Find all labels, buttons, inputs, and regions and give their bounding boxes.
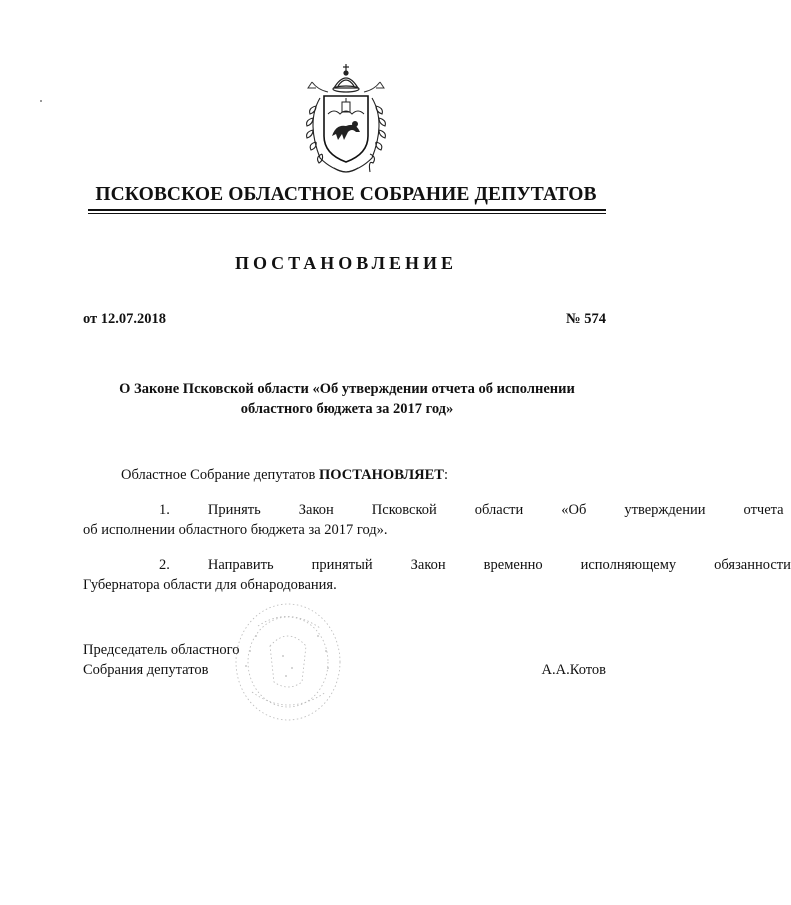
item2-line-2: Губернатора области для обнародования. (83, 577, 337, 593)
item1-word: 1. (159, 502, 170, 518)
signatory-name: А.А.Котов (541, 662, 606, 678)
header-rule-thick (88, 209, 606, 211)
item2-word: принятый (311, 557, 373, 573)
intro-keyword: ПОСТАНОВЛЯЕТ (319, 467, 444, 483)
item2-word: 2. (159, 557, 170, 573)
intro-prefix: Областное Собрание депутатов (121, 467, 316, 483)
signatory-title (83, 640, 239, 680)
subject-line-2: областного бюджета за 2017 год» (240, 401, 454, 417)
item2-word: Закон (410, 557, 446, 573)
item1-line-1 (83, 500, 784, 520)
item2-line-1 (83, 555, 791, 575)
resolution-item-1 (83, 500, 784, 540)
item1-word: Псковской (371, 502, 437, 518)
item2-word: исполняющему (580, 557, 677, 573)
item1-word: отчета (743, 502, 784, 518)
item1-word: Закон (298, 502, 334, 518)
item2-word: обязанности (714, 557, 791, 573)
item1-word: области (474, 502, 524, 518)
item1-line-2: об исполнении областного бюджета за 2017 год». (83, 522, 388, 538)
official-stamp-icon (228, 596, 348, 726)
document-date: от 12.07.2018 (83, 311, 167, 327)
item2-word: Направить (207, 557, 274, 573)
organization-title: ПСКОВСКОЕ ОБЛАСТНОЕ СОБРАНИЕ ДЕПУТАТОВ (95, 184, 597, 205)
intro-paragraph (83, 465, 607, 485)
signatory-title-line-1: Председатель областного (83, 642, 240, 658)
scan-speck (40, 100, 42, 102)
item1-word: Принять (207, 502, 261, 518)
item1-word: «Об (561, 502, 587, 518)
item2-word: временно (483, 557, 543, 573)
document-type-heading: ПОСТАНОВЛЕНИЕ (234, 253, 458, 273)
document-subject (86, 379, 608, 419)
subject-line-1: О Законе Псковской области «Об утверждении отчета об исполнении (119, 381, 575, 397)
item1-word: утверждении (624, 502, 706, 518)
resolution-item-2 (83, 555, 791, 595)
intro-suffix: : (443, 467, 448, 483)
header-rule-thin (88, 213, 606, 214)
document-number: № 574 (566, 311, 606, 327)
coat-of-arms-icon (298, 62, 394, 178)
signatory-title-line-2: Собрания депутатов (83, 662, 209, 678)
